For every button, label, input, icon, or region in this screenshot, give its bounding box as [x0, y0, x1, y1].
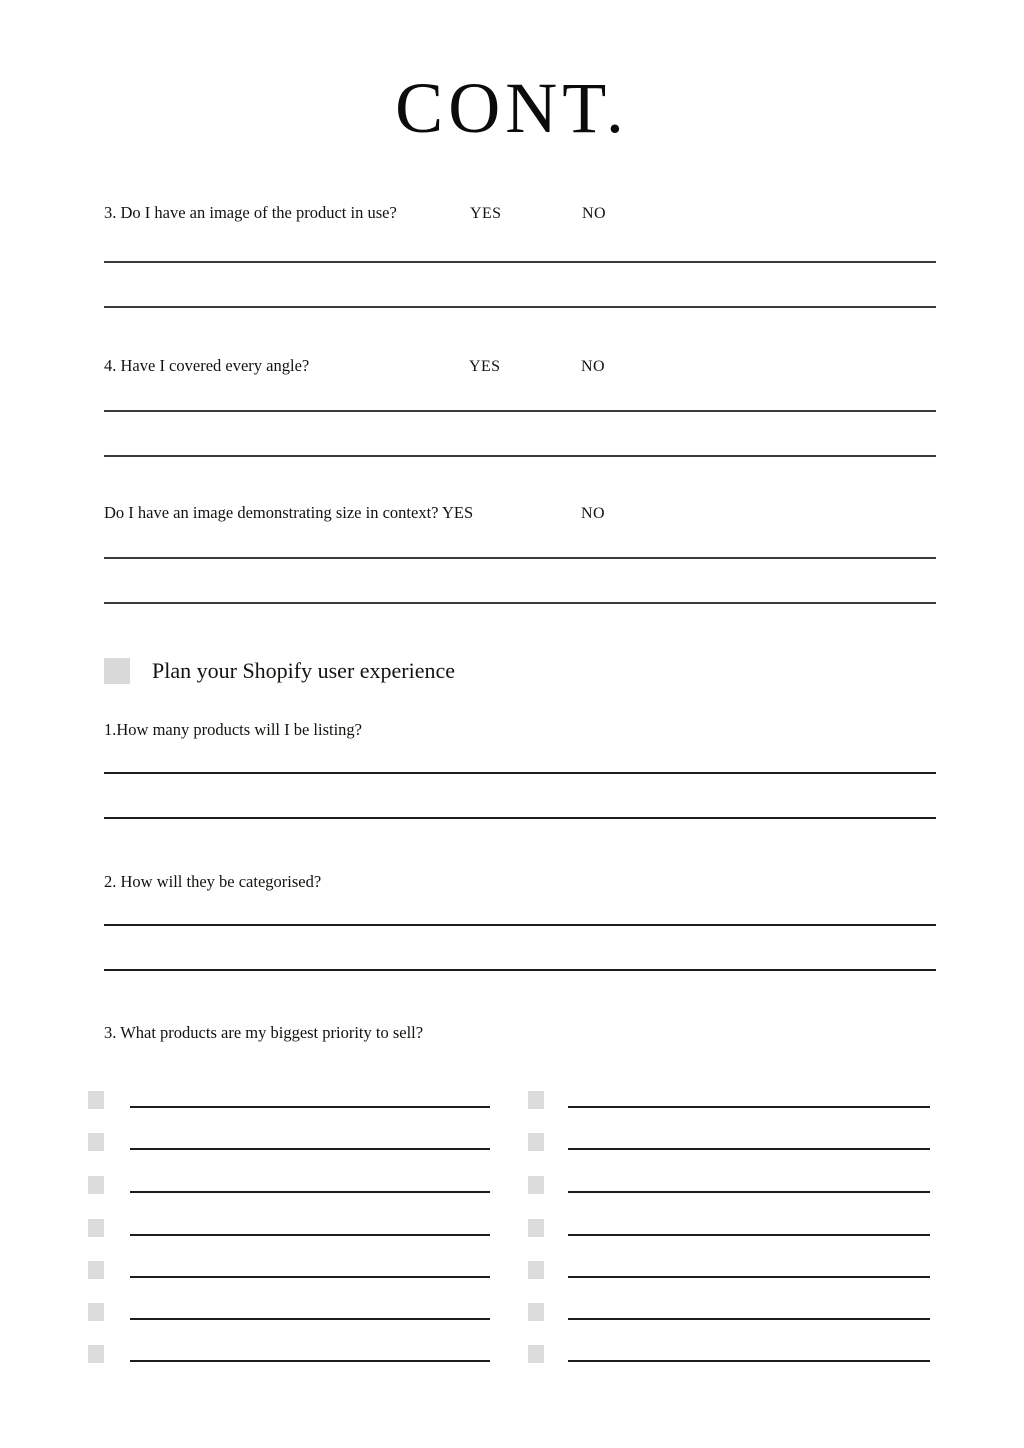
checkbox-square-icon[interactable] [528, 1219, 544, 1237]
question-text-3: 3. Do I have an image of the product in use? [104, 203, 397, 222]
checkbox-square-icon[interactable] [88, 1133, 104, 1151]
priority-line-left-6[interactable] [130, 1318, 490, 1320]
answer-line-3-2[interactable] [104, 306, 936, 308]
priority-line-right-1[interactable] [568, 1106, 930, 1108]
question-4-no-option[interactable]: NO [581, 358, 605, 375]
question-3-yes-option[interactable]: YES [470, 205, 502, 222]
checkbox-square-icon[interactable] [528, 1303, 544, 1321]
priority-line-left-4[interactable] [130, 1234, 490, 1236]
question-4-yes-option[interactable]: YES [469, 358, 501, 375]
checkbox-square-icon[interactable] [88, 1261, 104, 1279]
checkbox-square-icon[interactable] [528, 1133, 544, 1151]
section-question-text-2: 2. How will they be categorised? [104, 872, 322, 891]
checkbox-square-icon[interactable] [88, 1176, 104, 1194]
checkbox-square-icon[interactable] [88, 1219, 104, 1237]
section-question-text-1: 1.How many products will I be listing? [104, 720, 363, 739]
section-answer-line-2-1[interactable] [104, 924, 936, 926]
priority-line-left-2[interactable] [130, 1148, 490, 1150]
answer-line-5-2[interactable] [104, 602, 936, 604]
checkbox-square-icon[interactable] [88, 1091, 104, 1109]
question-5-no-option[interactable]: NO [581, 505, 605, 522]
checkbox-square-icon[interactable] [528, 1176, 544, 1194]
section-answer-line-1-1[interactable] [104, 772, 936, 774]
section-answer-line-2-2[interactable] [104, 969, 936, 971]
section-answer-line-1-2[interactable] [104, 817, 936, 819]
priority-line-right-6[interactable] [568, 1318, 930, 1320]
priority-line-left-5[interactable] [130, 1276, 490, 1278]
question-text-5: Do I have an image demonstrating size in context? YES [104, 503, 474, 522]
answer-line-4-1[interactable] [104, 410, 936, 412]
priority-line-left-1[interactable] [130, 1106, 490, 1108]
priority-line-left-3[interactable] [130, 1191, 490, 1193]
priority-line-right-2[interactable] [568, 1148, 930, 1150]
checkbox-square-icon[interactable] [88, 1303, 104, 1321]
priority-line-left-7[interactable] [130, 1360, 490, 1362]
checkbox-square-icon[interactable] [104, 658, 130, 684]
question-text-4: 4. Have I covered every angle? [104, 356, 310, 375]
checkbox-square-icon[interactable] [88, 1345, 104, 1363]
priority-line-right-7[interactable] [568, 1360, 930, 1362]
section-question-text-3: 3. What products are my biggest priority to sell? [104, 1023, 424, 1042]
answer-line-4-2[interactable] [104, 455, 936, 457]
priority-line-right-5[interactable] [568, 1276, 930, 1278]
priority-line-right-4[interactable] [568, 1234, 930, 1236]
section-header-shopify-ux[interactable] [104, 658, 455, 684]
checkbox-square-icon[interactable] [528, 1091, 544, 1109]
checkbox-square-icon[interactable] [528, 1345, 544, 1363]
checkbox-square-icon[interactable] [528, 1261, 544, 1279]
page-title: CONT. [395, 68, 629, 148]
question-3-no-option[interactable]: NO [582, 205, 606, 222]
section-heading-label: Plan your Shopify user experience [152, 658, 456, 683]
priority-line-right-3[interactable] [568, 1191, 930, 1193]
answer-line-5-1[interactable] [104, 557, 936, 559]
answer-line-3-1[interactable] [104, 261, 936, 263]
